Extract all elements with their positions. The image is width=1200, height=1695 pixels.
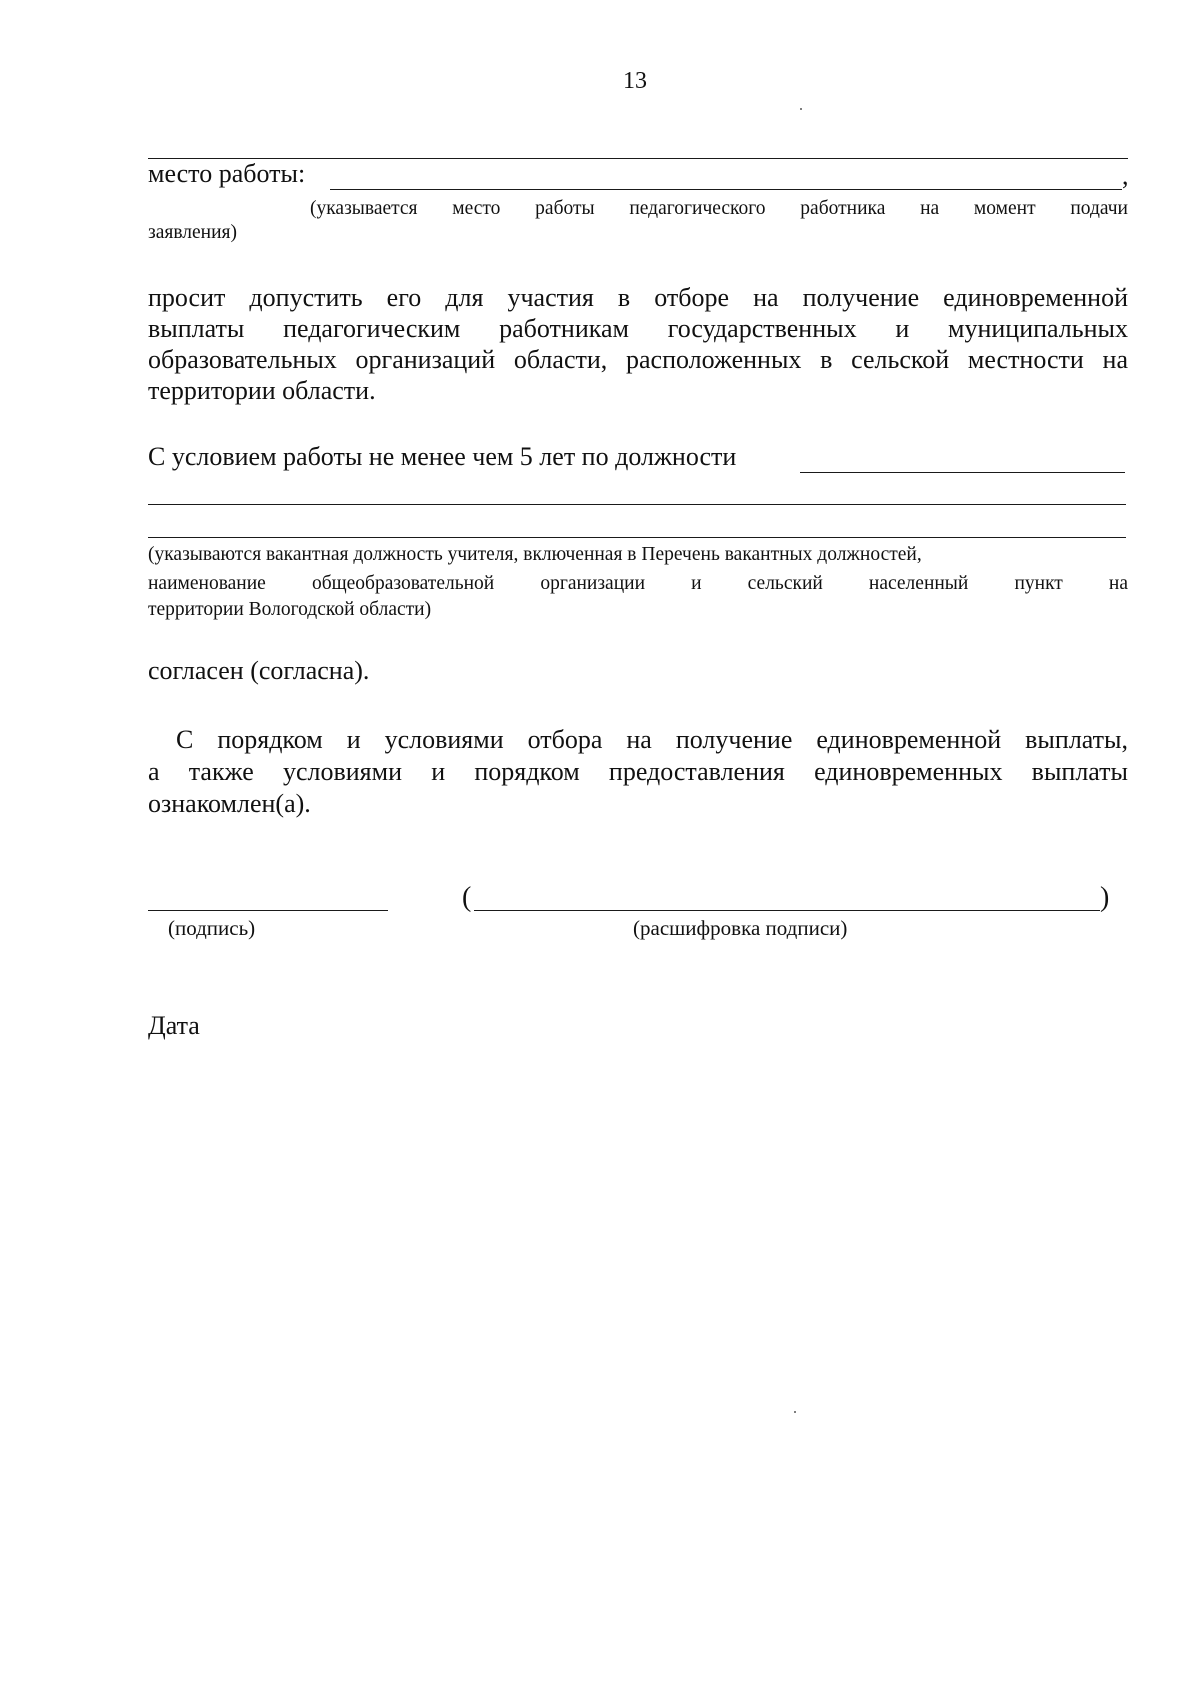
position-field-line[interactable] <box>800 472 1125 473</box>
scan-speck <box>800 108 802 110</box>
acknowledgement-line-2: а также условиями и порядком предоставления единовременных выплаты <box>148 757 1128 786</box>
workplace-hint: (указывается место работы педагогического работника на момент подачи <box>310 198 1128 219</box>
page-number: 13 <box>623 68 647 94</box>
request-line-3: образовательных организаций области, расположенных в сельской местности на <box>148 345 1128 374</box>
workplace-hint-continuation: заявления) <box>148 222 237 243</box>
condition-hint-line-3: территории Вологодской области) <box>148 599 432 620</box>
request-line-4: территории области. <box>148 376 376 405</box>
workplace-field-line[interactable] <box>330 189 1122 190</box>
decoding-close-paren: ) <box>1100 882 1110 913</box>
decoding-open-paren: ( <box>462 882 472 913</box>
acknowledgement-line-3: ознакомлен(а). <box>148 789 311 818</box>
decoding-caption: (расшифровка подписи) <box>633 916 848 940</box>
condition-hint-line-2: наименование общеобразовательной организации и сельский населенный пункт на <box>148 573 1128 594</box>
workplace-trailing-comma: , <box>1122 161 1129 190</box>
signature-decoding-line[interactable] <box>474 910 1100 911</box>
position-field-line-3[interactable] <box>148 537 1126 538</box>
signature-caption: (подпись) <box>168 916 256 940</box>
scan-speck <box>794 1411 796 1413</box>
request-line-2: выплаты педагогическим работникам государственных и муниципальных <box>148 314 1128 343</box>
workplace-label: место работы: <box>148 159 306 188</box>
agreement-text: согласен (согласна). <box>148 656 370 685</box>
position-field-line-2[interactable] <box>148 504 1126 505</box>
signature-line[interactable] <box>148 910 388 911</box>
condition-hint-line-1: (указываются вакантная должность учителя, включенная в Перечень вакантных должностей, <box>148 544 922 565</box>
acknowledgement-line-1: С порядком и условиями отбора на получение единовременной выплаты, <box>176 725 1128 754</box>
request-line-1: просит допустить его для участия в отборе на получение единовременной <box>148 283 1128 312</box>
condition-label: С условием работы не менее чем 5 лет по должности <box>148 442 737 471</box>
date-label: Дата <box>148 1011 200 1040</box>
